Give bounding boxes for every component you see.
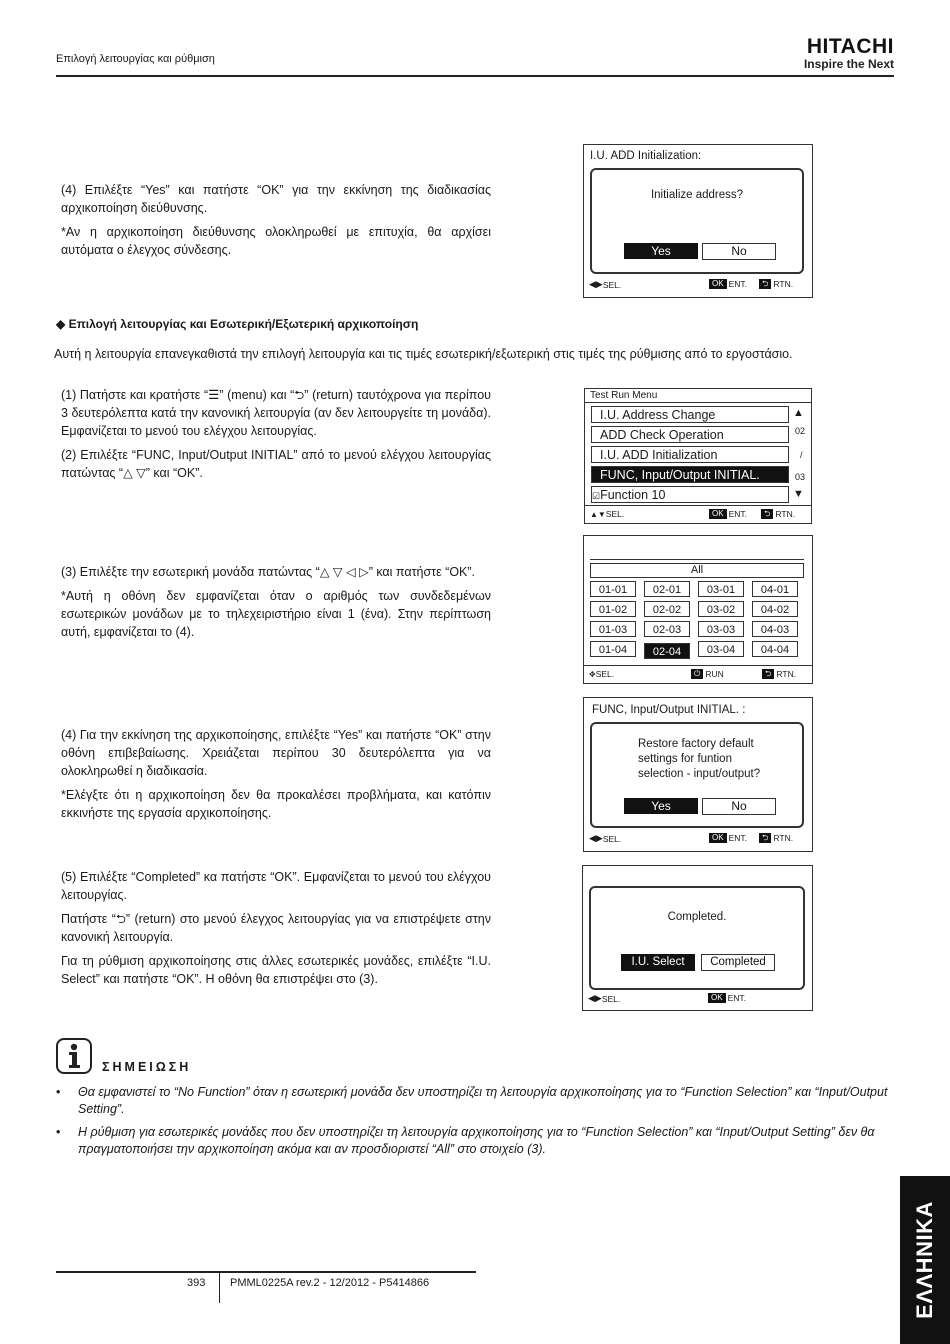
footer-rule (585, 505, 811, 506)
left-right-arrow-icon: ◀▶ (589, 833, 603, 843)
dialog-message (638, 737, 760, 782)
unit-cell[interactable]: 03-02 (698, 601, 744, 617)
no-button[interactable]: No (702, 243, 776, 260)
menu-item-function-10-label: Function 10 (600, 488, 666, 502)
dialog-box (590, 168, 804, 274)
sel-label: SEL. (602, 279, 622, 290)
step4-p1: (4) Για την εκκίνηση της αρχικοποίησης, επιλέξτε “Yes” και πατήστε “OK” στην οθόνη επιβεβαίωσης. Χρειάζεται περίπου 30 δευτερόλεπτα για να ολοκληρωθεί η διαδικασία. (61, 728, 491, 778)
note-item-2 (56, 1124, 898, 1158)
yes-button[interactable]: Yes (624, 798, 698, 814)
language-tab-label: ΕΛΛΗΝΙΚΑ (912, 1201, 937, 1319)
unit-cell[interactable]: 04-04 (752, 641, 798, 657)
page-separator: / (800, 450, 803, 460)
intro-text (61, 181, 491, 259)
ok-key-icon: OK (708, 993, 726, 1003)
rtn-hint (759, 833, 793, 843)
power-key-icon: ⏻ (691, 669, 703, 679)
step5-p3: Για τη ρύθμιση αρχικοποίησης στις άλλες εσωτερικές μονάδες, επιλέξτε “I.U. Select” και πατήστε “OK”. Η οθόνη θα επιστρέψει στο (3). (61, 954, 491, 986)
lcd-screen-completed (582, 865, 813, 1011)
section-heading-text: Επιλογή λειτουργίας και Εσωτερική/Εξωτερική αρχικοποίηση (68, 317, 419, 331)
sel-label: SEL. (605, 509, 625, 519)
step4-p2: *Ελέγξτε ότι η αρχικοποίηση δεν θα προκαλέσει προβλήματα, και κατόπιν εκκινήστε της εργασία αρχικοποίησης. (61, 788, 491, 820)
left-right-arrow-icon: ◀▶ (589, 279, 603, 289)
lcd-screen-test-run-menu (584, 388, 812, 524)
menu-title-rule (585, 402, 811, 403)
run-label: RUN (705, 669, 724, 679)
rtn-hint (761, 509, 795, 519)
unit-cell[interactable]: 01-04 (590, 641, 636, 657)
language-tab (900, 1176, 950, 1344)
menu-item-function-10[interactable] (591, 486, 789, 503)
step1-text: (1) Πατήστε και κρατήστε “☰” (menu) και “⮌” (return) ταυτόχρονα για περίπου 3 δευτερόλεπτα κατά την κανονική λειτουργία (αν δεν λειτουργείτε τη μονάδα). Εμφανίζεται το μενού του ελέγχου λειτουργίας. (61, 388, 491, 438)
return-key-icon: ⮌ (759, 279, 771, 289)
bullet-icon: • (56, 1085, 61, 1099)
up-down-arrow-icon: ▲▼ (590, 509, 606, 519)
note-item-1 (56, 1084, 898, 1118)
lcd-screen-unit-select (583, 535, 813, 684)
no-button[interactable]: No (702, 798, 776, 815)
unit-cell[interactable]: 02-04 (644, 643, 690, 659)
screen-title: I.U. ADD Initialization: (590, 150, 702, 162)
menu-item-add-check[interactable]: ADD Check Operation (591, 426, 789, 443)
intro-p2: *Αν η αρχικοποίηση διεύθυνσης ολοκληρωθεί με επιτυχία, θα αρχίσει αυτόματα ο έλεγχος σύνδεσης. (61, 225, 491, 257)
rtn-hint (759, 279, 793, 289)
rtn-hint (762, 669, 796, 679)
rtn-label: RTN. (775, 509, 796, 519)
completed-message: Completed. (667, 911, 727, 923)
menu-item-address-change[interactable]: I.U. Address Change (591, 406, 789, 423)
step-5-text (61, 868, 491, 988)
step3-p2: *Αυτή η οθόνη δεν εμφανίζεται όταν ο αριθμός των συνδεδεμένων εσωτερικών μονάδων με το τηλεχειριστήριο είναι 1 (ένα). Στην περίπτωση αυτή, εμφανίζεται το (4). (61, 589, 491, 639)
sel-hint (589, 833, 621, 844)
diamond-bullet-icon: ◆ (56, 317, 66, 331)
menu-title: Test Run Menu (590, 390, 658, 401)
note-item-2-text: Η ρύθμιση για εσωτερικές μονάδες που δεν υποστηρίζει τη λειτουργία αρχικοποίησης για το “Function Selection” και “Input/Output Setting” δεν θα πραγματοποιήσει την αρχικοποίηση ακόμα και αν προσδιοριστεί “All” στο στοιχείο (3). (78, 1125, 875, 1156)
ent-hint (709, 833, 747, 843)
left-right-arrow-icon: ◀▶ (588, 993, 602, 1003)
sel-hint (588, 993, 620, 1004)
ok-key-icon: OK (709, 279, 727, 289)
unit-cell[interactable]: 02-02 (644, 601, 690, 617)
section-heading (56, 317, 418, 331)
page-number: 393 (187, 1277, 206, 1289)
note-item-1-text: Θα εμφανιστεί το “No Function” όταν η εσωτερική μονάδα δεν υποστηρίζει τη λειτουργία αρχικοποίησης για το “Function Selection” και “Input/Output Setting”. (78, 1085, 888, 1116)
menu-item-add-initialization[interactable]: I.U. ADD Initialization (591, 446, 789, 463)
unit-cell[interactable]: 03-03 (698, 621, 744, 637)
checkbox-icon: ☑ (592, 491, 601, 501)
step5-p2: Πατήστε “⮌” (return) στο μενού έλεγχος λειτουργίας για να επιστρέψετε στην κανονική λειτουργία. (61, 912, 491, 944)
ent-label: ENT. (727, 993, 746, 1003)
note-title: ΣΗΜΕΙΩΣΗ (102, 1060, 192, 1074)
step2-text: (2) Επιλέξτε “FUNC, Input/Output INITIAL” από το μενού ελέγχου λειτουργίας πατώντας “△ ▽” και “OK”. (61, 448, 491, 480)
unit-cell[interactable]: 02-01 (644, 581, 690, 597)
screen-title: FUNC, Input/Output INITIAL. : (592, 704, 746, 716)
section-description: Αυτή η λειτουργία επανεγκαθιστά την επιλογή λειτουργία και τις τιμές εσωτερική/εξωτερική στις τιμές της ρύθμισης από το εργοστάσιο. (54, 347, 793, 361)
unit-cell[interactable]: 02-03 (644, 621, 690, 637)
ent-label: ENT. (728, 833, 747, 843)
ent-label: ENT. (728, 509, 747, 519)
lcd-screen-add-initialization (583, 144, 813, 298)
rtn-label: RTN. (773, 279, 794, 289)
scroll-up-icon[interactable]: ▲ (793, 407, 804, 419)
step-4-text (61, 726, 491, 822)
iu-select-button[interactable]: I.U. Select (621, 954, 695, 971)
unit-cell[interactable]: 03-01 (698, 581, 744, 597)
document-id: PMML0225A rev.2 - 12/2012 - P5414866 (230, 1277, 430, 1289)
unit-cell[interactable]: 01-02 (590, 601, 636, 617)
bullet-icon: • (56, 1125, 61, 1139)
step5-p1: (5) Επιλέξτε “Completed” κα πατήστε “OK”. Εμφανίζεται το μενού του ελέγχου λειτουργίας. (61, 870, 491, 902)
rtn-label: RTN. (773, 833, 794, 843)
menu-item-func-io-initial[interactable]: FUNC, Input/Output INITIAL. (591, 466, 789, 483)
dialog-line-3: selection - input/output? (638, 768, 761, 780)
unit-cell[interactable]: 01-03 (590, 621, 636, 637)
ent-hint (709, 279, 747, 289)
header-section-title: Επιλογή λειτουργίας και ρύθμιση (56, 53, 215, 65)
ent-label: ENT. (728, 279, 747, 289)
all-units-button[interactable]: All (590, 563, 804, 578)
dialog-line-2: settings for funtion (638, 753, 732, 765)
dialog-line-1: Restore factory default (638, 738, 754, 750)
four-way-arrow-icon: ✥ (589, 669, 596, 679)
hitachi-logo (804, 36, 894, 71)
unit-cell[interactable]: 03-04 (698, 641, 744, 657)
yes-button[interactable]: Yes (624, 243, 698, 259)
footer-rule (584, 665, 812, 666)
sel-hint (589, 669, 614, 679)
dialog-box (589, 886, 805, 990)
ent-hint (709, 509, 747, 519)
ent-hint (708, 993, 746, 1003)
run-hint (691, 669, 724, 679)
unit-cell[interactable]: 01-01 (590, 581, 636, 597)
sel-label: SEL. (595, 669, 615, 679)
lcd-screen-func-io-initial (583, 697, 813, 852)
ok-key-icon: OK (709, 509, 727, 519)
intro-p1: (4) Επιλέξτε “Yes” και πατήστε “OK” για την εκκίνηση της διαδικασίας αρχικοποίηση διεύθυνσης. (61, 183, 491, 215)
scroll-down-icon[interactable]: ▼ (793, 488, 804, 500)
footer-rule (56, 1271, 476, 1273)
unit-cell[interactable]: 04-01 (752, 581, 798, 597)
unit-cell[interactable]: 04-02 (752, 601, 798, 617)
page-current: 02 (795, 426, 806, 436)
sel-hint (589, 279, 621, 290)
completed-button[interactable]: Completed (701, 954, 775, 971)
header-rule (56, 75, 894, 77)
step-3-text (61, 563, 491, 641)
page-total: 03 (795, 472, 806, 482)
sel-label: SEL. (601, 993, 621, 1004)
unit-cell[interactable]: 04-03 (752, 621, 798, 637)
return-key-icon: ⮌ (761, 509, 773, 519)
return-key-icon: ⮌ (759, 833, 771, 843)
sel-label: SEL. (602, 833, 622, 844)
rtn-label: RTN. (776, 669, 797, 679)
return-key-icon: ⮌ (762, 669, 774, 679)
grid-top-rule (590, 559, 804, 560)
dialog-message: Initialize address? (650, 189, 744, 201)
ok-key-icon: OK (709, 833, 727, 843)
step3-p1: (3) Επιλέξτε την εσωτερική μονάδα πατώντας “△ ▽ ◁ ▷” και πατήστε “OK”. (61, 565, 476, 579)
info-note-icon (56, 1038, 92, 1074)
sel-hint (590, 509, 624, 519)
dialog-box (590, 722, 804, 828)
logo-tagline: Inspire the Next (803, 57, 894, 71)
logo-brand: HITACHI (806, 35, 894, 58)
footer-separator (219, 1271, 220, 1303)
step-1-2-text (61, 386, 491, 482)
